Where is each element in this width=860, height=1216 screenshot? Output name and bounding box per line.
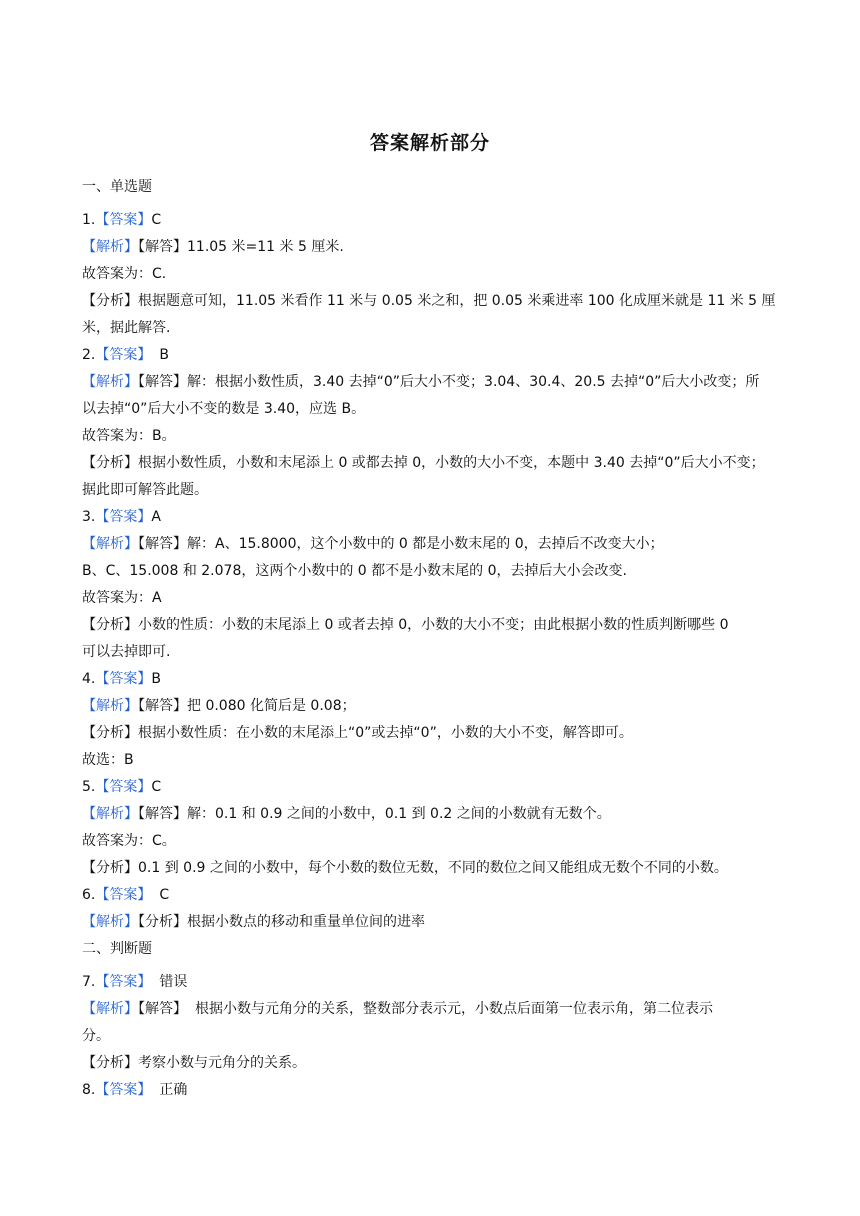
- q3-number: 3.: [82, 509, 96, 525]
- jiexi-tag: 【解析】: [82, 698, 138, 714]
- answer-tag: 【答案】: [95, 974, 152, 990]
- q7-jieda: 根据小数与元角分的关系，整数部分表示元，小数点后面第一位表示角，第二位表示: [195, 1001, 713, 1017]
- q6-answer: C: [159, 887, 170, 903]
- q8-answer: 正确: [159, 1082, 188, 1098]
- jieda-tag: 【解答】: [138, 698, 187, 714]
- q3-fenxi-cont: 可以去掉即可.: [82, 644, 171, 660]
- q5-jieda: 解：0.1 和 0.9 之间的小数中，0.1 到 0.2 之间的小数就有无数个。: [187, 806, 611, 822]
- q1-jiexi-line: [82, 234, 782, 261]
- q4-fenxi-line: [82, 720, 782, 747]
- answer-tag: 【答案】: [95, 887, 152, 903]
- q1-number: 1.: [82, 212, 96, 228]
- q3-jieda: 解：A、15.8000，这个小数中的 0 都是小数末尾的 0，去掉后不改变大小；: [187, 536, 664, 552]
- q1-answer: C: [151, 212, 162, 228]
- q4-jiexi-line: [82, 693, 782, 720]
- page-title: 答案解析部分: [369, 132, 490, 154]
- jiexi-tag: 【解析】: [82, 1001, 138, 1017]
- fenxi-tag: 【分析】: [82, 293, 138, 309]
- answer-tag: 【答案】: [95, 779, 152, 795]
- answer-tag: 【答案】: [95, 347, 152, 363]
- jieda-tag: 【解答】: [138, 806, 187, 822]
- q8-number: 8.: [82, 1082, 96, 1098]
- q7-jiexi-line: [82, 996, 782, 1023]
- jieda-tag: 【解答】: [138, 536, 187, 552]
- q5-number: 5.: [82, 779, 96, 795]
- section-heading-true-false: 二、判断题: [82, 941, 152, 957]
- fenxi-tag: 【分析】: [82, 860, 138, 876]
- q4-number: 4.: [82, 671, 96, 687]
- q5-fenxi-line: [82, 855, 782, 882]
- q2-fenxi-cont: 据此即可解答此题。: [82, 482, 208, 498]
- q2-answer-line: [82, 342, 782, 369]
- answer-tag: 【答案】: [95, 212, 152, 228]
- q1-fenxi: 根据题意可知，11.05 米看作 11 米与 0.05 米之和，把 0.05 米乘进率 100 化成厘米就是 11 米 5 厘: [138, 293, 776, 309]
- q3-answer-line: [82, 504, 782, 531]
- q8-answer-line: [82, 1077, 782, 1104]
- q3-answer: A: [151, 509, 161, 525]
- fenxi-tag: 【分析】: [82, 617, 138, 633]
- q1-jieda: 11.05 米=11 米 5 厘米.: [187, 239, 344, 255]
- fenxi-tag: 【分析】: [82, 455, 138, 471]
- q5-conclusion: 故答案为：C。: [82, 833, 176, 849]
- fenxi-tag: 【分析】: [82, 1055, 138, 1071]
- q1-answer-line: [82, 207, 782, 234]
- jiexi-tag: 【解析】: [82, 914, 138, 930]
- q7-number: 7.: [82, 974, 96, 990]
- q2-number: 2.: [82, 347, 96, 363]
- q2-fenxi-line: [82, 450, 782, 477]
- q7-answer-line: [82, 969, 782, 996]
- q3-fenxi: 小数的性质：小数的末尾添上 0 或者去掉 0，小数的大小不变；由此根据小数的性质判断哪些 0: [138, 617, 729, 633]
- q4-fenxi: 根据小数性质：在小数的末尾添上“0”或去掉“0”，小数的大小不变，解答即可。: [138, 725, 633, 741]
- q5-fenxi: 0.1 到 0.9 之间的小数中，每个小数的数位无数，不同的数位之间又能组成无数个不同的小数。: [138, 860, 728, 876]
- jieda-tag: 【解答】: [138, 374, 187, 390]
- q4-answer-line: [82, 666, 782, 693]
- jieda-tag: 【解答】: [138, 239, 187, 255]
- answer-tag: 【答案】: [95, 509, 152, 525]
- answer-tag: 【答案】: [95, 1082, 152, 1098]
- section-heading-single-choice: 一、单选题: [82, 179, 152, 195]
- q3-conclusion: 故答案为：A: [82, 590, 162, 606]
- q1-fenxi-cont: 米，据此解答.: [82, 320, 171, 336]
- q1-conclusion: 故答案为：C.: [82, 266, 167, 282]
- q3-fenxi-line: [82, 612, 782, 639]
- jiexi-tag: 【解析】: [82, 239, 138, 255]
- q6-answer-line: [82, 882, 782, 909]
- jiexi-tag: 【解析】: [82, 806, 138, 822]
- q1-fenxi-line: [82, 288, 782, 315]
- fenxi-tag: 【分析】: [82, 725, 138, 741]
- q2-fenxi: 根据小数性质，小数和末尾添上 0 或都去掉 0，小数的大小不变，本题中 3.40 去掉“0”后大小不变；: [138, 455, 765, 471]
- q7-jieda-cont: 分。: [82, 1028, 110, 1044]
- q7-answer: 错误: [159, 974, 188, 990]
- jieda-tag: 【解答】: [138, 1001, 187, 1017]
- answer-tag: 【答案】: [95, 671, 152, 687]
- q7-fenxi: 考察小数与元角分的关系。: [138, 1055, 306, 1071]
- q3-jiexi-line: [82, 531, 782, 558]
- q3-jieda-cont: B、C、15.008 和 2.078，这两个小数中的 0 都不是小数末尾的 0，去掉后大小会改变.: [82, 563, 627, 579]
- q4-answer: B: [151, 671, 161, 687]
- q5-answer: C: [151, 779, 162, 795]
- q7-fenxi-line: [82, 1050, 782, 1077]
- jiexi-tag: 【解析】: [82, 536, 138, 552]
- jiexi-tag: 【解析】: [82, 374, 138, 390]
- q2-answer: B: [159, 347, 169, 363]
- q2-jieda: 解：根据小数性质，3.40 去掉“0”后大小不变；3.04、30.4、20.5 去掉“0”后大小改变；所: [187, 374, 760, 390]
- q2-jiexi-line: [82, 369, 782, 396]
- q2-jieda-cont: 以去掉“0”后大小不变的数是 3.40，应选 B。: [82, 401, 366, 417]
- fenxi-tag: 【分析】: [138, 914, 187, 930]
- q6-jiexi-line: [82, 909, 782, 936]
- q5-jiexi-line: [82, 801, 782, 828]
- q2-conclusion: 故答案为：B。: [82, 428, 176, 444]
- q4-conclusion: 故选：B: [82, 752, 134, 768]
- q4-jieda: 把 0.080 化简后是 0.08；: [187, 698, 356, 714]
- answer-content: [82, 174, 782, 1104]
- q6-fenxi: 根据小数点的移动和重量单位间的进率: [187, 914, 425, 930]
- q5-answer-line: [82, 774, 782, 801]
- q6-number: 6.: [82, 887, 96, 903]
